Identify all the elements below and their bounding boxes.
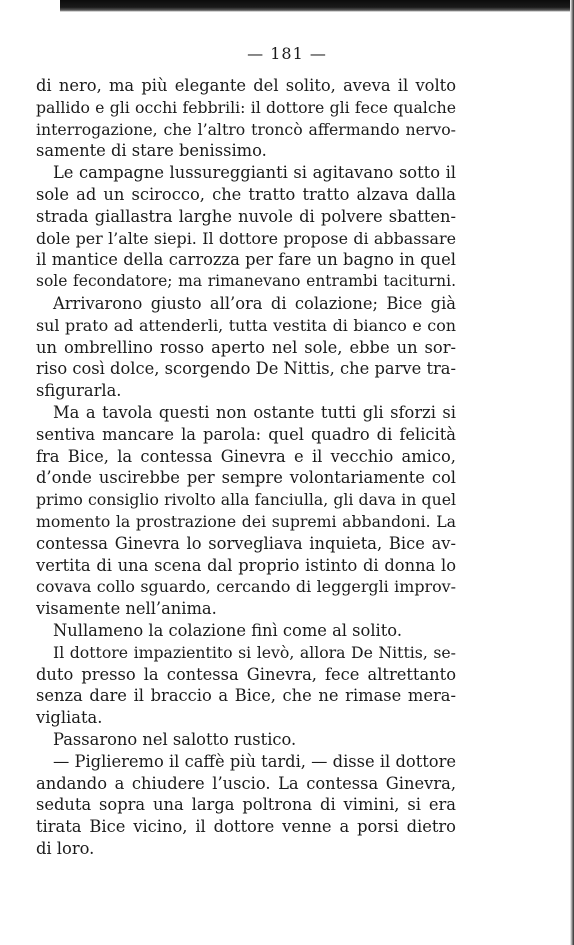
text-line: — Piglieremo il caffè più tardi, — disse il dottore (53, 751, 456, 771)
text-line: seduta sopra una larga poltrona di vimini, si era (36, 795, 456, 815)
text-line: contessa Ginevra lo sorvegliava inquieta, Bice av- (36, 533, 456, 553)
text-line: Il dottore impazientito si levò, allora De Nittis, se- (53, 642, 456, 662)
text-line: duto presso la contessa Ginevra, fece altrettanto (36, 664, 456, 684)
text-line: fra Bice, la contessa Ginevra e il vecchio amico, (36, 446, 456, 466)
text-line: di loro. (36, 838, 95, 858)
text-line: Passarono nel salotto rustico. (53, 729, 297, 749)
text-line: Arrivarono giusto all’ora di colazione; Bice già (53, 293, 456, 313)
text-line: sole fecondatore; ma rimanevano entrambi taciturni. (36, 272, 456, 291)
text-line: covava collo sguardo, cercando di leggergli improv- (36, 577, 456, 597)
text-line: Ma a tavola questi non ostante tutti gli sforzi si (53, 402, 456, 422)
text-line: momento la prostrazione dei supremi abbandoni. La (36, 511, 456, 531)
text-line: il mantice della carrozza per fare un bagno in quel (36, 250, 456, 270)
text-line: primo consiglio rivolto alla fanciulla, gli dava in quel (36, 490, 456, 510)
text-line: visamente nell’anima. (36, 599, 217, 619)
text-line: Nullameno la colazione finì come al solito. (53, 620, 402, 640)
page-number: — 181 — (247, 44, 327, 63)
text-line: tirata Bice vicino, il dottore venne a porsi dietro (36, 817, 456, 837)
text-line: pallido e gli occhi febbrili: il dottore gli fece qualche (36, 97, 456, 117)
text-line: interrogazione, che l’altro troncò affermando nervo- (36, 119, 456, 139)
text-line: sfigurarla. (36, 381, 122, 401)
text-line: strada giallastra larghe nuvole di polvere sbatten- (36, 206, 456, 226)
text-line: d’onde uscirebbe per sempre volontariamente col (36, 468, 456, 488)
body-text (36, 75, 456, 860)
text-line: sul prato ad attenderli, tutta vestita di bianco e con (36, 315, 456, 335)
text-line: Le campagne lussureggianti si agitavano sotto il (53, 163, 456, 183)
text-line: sole ad un scirocco, che tratto tratto alzava dalla (36, 184, 456, 204)
text-line: un ombrellino rosso aperto nel sole, ebbe un sor- (36, 337, 456, 357)
text-line: andando a chiudere l’uscio. La contessa Ginevra, (36, 773, 456, 793)
text-line: samente di stare benissimo. (36, 141, 267, 161)
text-line: vigliata. (36, 708, 103, 728)
text-line: senza dare il braccio a Bice, che ne rimase mera- (36, 686, 456, 706)
text-line: riso così dolce, scorgendo De Nittis, che parve tra- (36, 359, 456, 379)
text-line: dole per l’alte siepi. Il dottore propose di abbassare (36, 228, 456, 248)
text-line: di nero, ma più elegante del solito, aveva il volto (36, 76, 456, 95)
text-line: sentiva mancare la parola: quel quadro di felicità (36, 424, 456, 444)
text-line: vertita di una scena dal proprio istinto di donna lo (36, 555, 456, 575)
